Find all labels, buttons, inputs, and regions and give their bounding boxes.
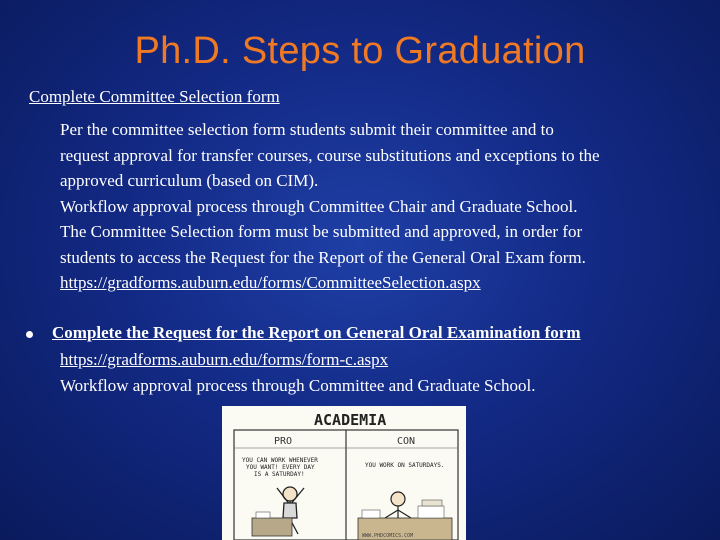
body-line: students to access the Request for the Report of the General Oral Exam form.	[60, 247, 586, 267]
committee-selection-heading: Complete Committee Selection form	[29, 87, 280, 106]
comic-title: ACADEMIA	[314, 411, 387, 429]
comic-pro-caption: YOU WANT! EVERY DAY	[246, 464, 315, 471]
body-line: Per the committee selection form students submit their committee and to	[60, 120, 554, 139]
oral-exam-link[interactable]: https://gradforms.auburn.edu/forms/form-c.aspx	[60, 350, 389, 369]
comic-pro-label: PRO	[274, 436, 293, 447]
comic-con-caption: YOU WORK ON SATURDAYS.	[365, 462, 445, 469]
bullet-icon	[26, 331, 33, 338]
body-line: approved curriculum (based on CIM).	[60, 171, 319, 190]
desk-icon	[252, 518, 292, 536]
comic-pro-caption: IS A SATURDAY!	[254, 471, 305, 478]
comic-pro-caption: YOU CAN WORK WHENEVER	[242, 457, 318, 464]
comic-footer: WWW.PHDCOMICS.COM	[362, 533, 414, 539]
body-line: request approval for transfer courses, course substitutions and exceptions to the	[60, 145, 600, 165]
oral-exam-heading: Complete the Request for the Report on General Oral Examination form	[52, 323, 581, 342]
body-line: Workflow approval process through Committee and Graduate School.	[60, 375, 536, 395]
committee-selection-link[interactable]: https://gradforms.auburn.edu/forms/CommitteeSelection.aspx	[60, 273, 481, 292]
comic-con-label: CON	[397, 436, 416, 447]
body-line: The Committee Selection form must be submitted and approved, in order for	[60, 222, 583, 241]
tired-student-icon	[385, 492, 411, 522]
academia-comic	[222, 406, 466, 540]
body-line: Workflow approval process through Committee Chair and Graduate School.	[60, 196, 578, 216]
committee-selection-body	[60, 117, 600, 296]
oral-exam-body	[60, 347, 535, 398]
slide-title: Ph.D. Steps to Graduation	[134, 30, 586, 72]
